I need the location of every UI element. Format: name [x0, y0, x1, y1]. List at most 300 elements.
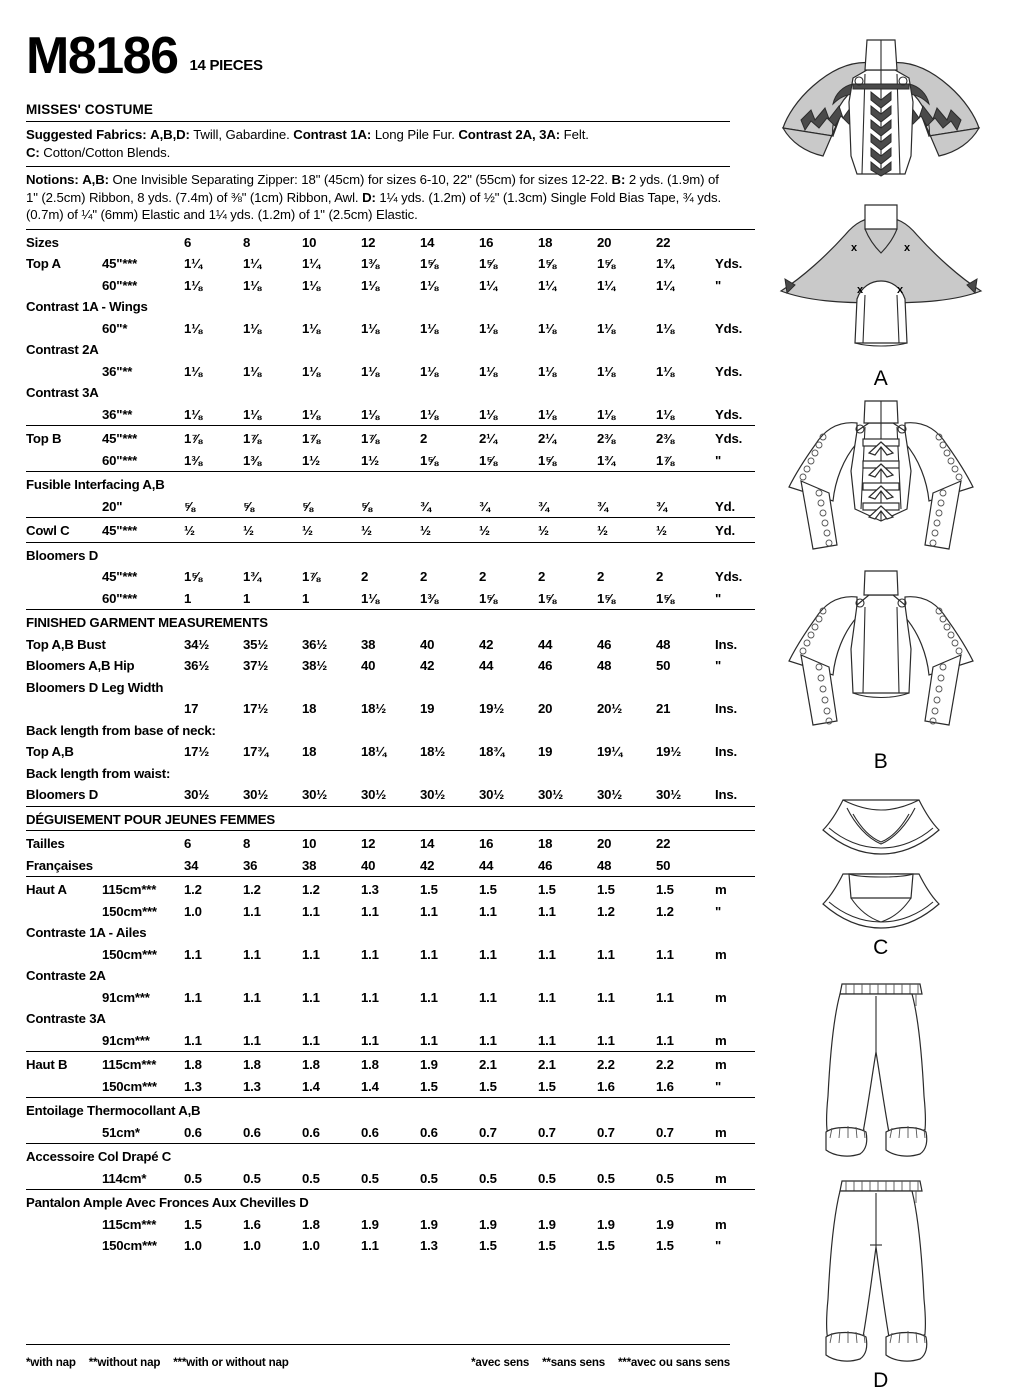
yardage-value: 1.1	[243, 1032, 261, 1048]
yardage-value: 1.1	[302, 903, 320, 919]
measurement-value: 18¾	[479, 744, 505, 759]
size-header-6: 6	[184, 229, 243, 253]
section-label: Contrast 2A	[26, 342, 99, 357]
table-row	[26, 922, 755, 944]
table-row	[26, 677, 755, 699]
yardage-value: 1⅛	[243, 277, 261, 293]
yardage-value: 1.5	[538, 1238, 556, 1253]
yardage-value: ½	[243, 518, 302, 543]
yardage-value: 1⅜	[184, 452, 202, 468]
yardage-value: 1.9	[656, 1216, 674, 1232]
section-label: Contraste 2A	[26, 968, 106, 983]
measurement-value: 30½	[361, 787, 387, 802]
yardage-value: 1⅛	[420, 363, 438, 379]
row-label	[26, 987, 102, 1009]
table-row	[26, 634, 755, 656]
taille-value: 12	[361, 831, 420, 855]
size-header-18: 18	[538, 229, 597, 253]
section-label: Bloomers D	[26, 542, 755, 566]
fabric-width: 20"	[102, 498, 123, 514]
yardage-value: 1⅜	[361, 256, 379, 271]
yardage-value: 1.8	[184, 1052, 243, 1076]
measurement-label: Bloomers A,B Hip	[26, 658, 135, 673]
yardage-value: 1.5	[538, 1078, 556, 1094]
measurement-label: Top A,B	[26, 744, 74, 759]
fabric-width: 115cm***	[102, 877, 184, 901]
unit-label: Yd.	[715, 498, 735, 514]
yardage-value: 1⅝	[597, 256, 615, 271]
unit-label: Ins.	[715, 787, 737, 802]
yardage-value: 1	[302, 590, 310, 606]
footnote-item: *with nap	[26, 1356, 76, 1369]
taille-value: 18	[538, 831, 597, 855]
yardage-value: 1.2	[302, 877, 361, 901]
yardage-value: 1⅛	[361, 590, 379, 606]
table-row	[26, 784, 755, 806]
row-label	[26, 404, 102, 426]
notions-views-ab: A,B:	[82, 172, 109, 187]
yardage-value: 1⅛	[302, 406, 320, 422]
table-row	[26, 1098, 755, 1122]
yardage-value: 1.5	[420, 1078, 438, 1094]
yardage-value: 1.1	[538, 903, 556, 919]
yardage-value: 1⅛	[302, 320, 320, 336]
unit-label: "	[715, 277, 722, 293]
francaise-value: 34	[184, 857, 199, 873]
unit-header	[715, 229, 755, 253]
yardage-value: 1.1	[361, 1032, 379, 1048]
yardage-value: 0.5	[361, 1170, 379, 1186]
yardage-value: 1⅜	[420, 590, 438, 606]
fabric-width: 150cm***	[102, 1078, 157, 1094]
yardage-value: 1.9	[420, 1216, 438, 1232]
table-row	[26, 318, 755, 340]
yardage-value: 1⅞	[243, 426, 302, 450]
measurement-value: 19	[538, 744, 553, 759]
table-row	[26, 1030, 755, 1052]
yardage-value: 1⅛	[361, 363, 379, 379]
unit-label: m	[715, 1052, 755, 1076]
row-label	[26, 566, 102, 588]
yardage-value: ⅝	[243, 498, 254, 514]
unit-header	[715, 855, 755, 877]
table-row	[26, 404, 755, 426]
fabric-width: 45"***	[102, 256, 138, 271]
yardage-value: 0.7	[656, 1124, 674, 1140]
yardage-value: 1⅝	[479, 256, 497, 271]
yardage-value: ⅝	[302, 498, 313, 514]
table-row	[26, 426, 755, 450]
section-label: Back length from base of neck:	[26, 722, 216, 738]
measurement-value: 40	[420, 636, 435, 652]
taille-value: 8	[243, 831, 302, 855]
measurement-value: 30½	[302, 787, 328, 802]
francaise-value: 48	[597, 857, 612, 873]
section-label: Contrast 1A - Wings	[26, 299, 148, 314]
row-label	[26, 1122, 102, 1144]
measurement-label	[26, 698, 184, 720]
taille-value: 22	[656, 831, 715, 855]
measurement-value: 46	[538, 658, 553, 673]
table-row	[26, 1122, 755, 1144]
yardage-value: ¾	[656, 498, 667, 514]
yardage-value: 1⅛	[184, 320, 202, 336]
yardage-value: 1¼	[597, 277, 615, 293]
yardage-value: 1.5	[479, 1078, 497, 1094]
table-row	[26, 542, 755, 566]
table-row	[26, 361, 755, 383]
yardage-value: ½	[597, 518, 656, 543]
notions-view-b: B:	[611, 172, 626, 187]
table-row	[26, 382, 755, 404]
yardage-value: 1⅛	[302, 363, 320, 379]
unit-label: "	[715, 903, 722, 919]
yardage-value: 2	[656, 569, 664, 584]
yardage-value: 1¾	[656, 256, 674, 271]
francaise-value: 38	[302, 857, 317, 873]
table-row	[26, 610, 755, 634]
size-header-20: 20	[597, 229, 656, 253]
illustration-label-c: C	[873, 936, 889, 959]
yardage-value: 2	[361, 569, 369, 584]
measurement-value: 21	[656, 701, 671, 716]
table-row	[26, 296, 755, 318]
yardage-value: 1.5	[184, 1216, 202, 1232]
illustration-label-b: B	[873, 750, 889, 773]
yardage-value: 1¾	[243, 569, 261, 584]
svg-text:x: x	[857, 284, 864, 296]
table-row	[26, 720, 755, 742]
notions-ab-text: One Invisible Separating Zipper: 18" (45cm) for sizes 6-10, 22" (55cm) for sizes 12-22.	[112, 172, 608, 187]
top-a-back-view	[756, 195, 1006, 391]
footnote-item-french: ***avec ou sans sens	[617, 1356, 730, 1369]
francaise-value: 42	[420, 857, 435, 873]
footnote-divider	[26, 1344, 730, 1345]
yardage-value: 1.1	[656, 946, 674, 962]
yardage-value: 1.1	[597, 989, 615, 1005]
row-label	[26, 1076, 102, 1098]
table-row	[26, 229, 755, 253]
measurement-value: 30½	[243, 787, 269, 802]
sizes-header-label: Sizes	[26, 229, 184, 253]
fabric-width: 45"***	[102, 569, 138, 584]
yardage-value: 1⅞	[302, 569, 320, 584]
unit-label: Ins.	[715, 636, 737, 652]
yardage-value: 1.4	[302, 1078, 320, 1094]
size-header-16: 16	[479, 229, 538, 253]
yardage-value: 0.7	[538, 1124, 556, 1140]
unit-label: m	[715, 1170, 727, 1186]
yardage-value: ½	[420, 518, 479, 543]
finished-measurements-heading: FINISHED GARMENT MEASUREMENTS	[26, 610, 755, 634]
fabrics-contrast-2a-3a: Contrast 2A, 3A:	[458, 127, 561, 142]
yardage-value: 1⅝	[538, 452, 556, 468]
yardage-value: 1.6	[656, 1078, 674, 1094]
cowl-c-views	[756, 784, 1006, 960]
yardage-value: 1¾	[597, 452, 615, 468]
section-label: Entoilage Thermocollant A,B	[26, 1098, 755, 1122]
yardage-chart	[26, 229, 755, 1257]
yardage-value: 1½	[361, 452, 379, 468]
yardage-value: 1⅛	[420, 277, 438, 293]
measurement-value: 20½	[597, 701, 623, 716]
fabric-width: 91cm***	[102, 989, 150, 1005]
unit-label: m	[715, 1216, 727, 1232]
yardage-value: ½	[302, 518, 361, 543]
unit-label: Yds.	[715, 406, 743, 422]
table-row	[26, 1168, 755, 1190]
table-row	[26, 450, 755, 472]
yardage-value: 1⅛	[656, 406, 674, 422]
yardage-value: 1⅛	[361, 406, 379, 422]
section-label: Contraste 3A	[26, 1011, 106, 1026]
francaise-value: 36	[243, 857, 258, 873]
pattern-number: M8186	[26, 27, 178, 85]
unit-label: Ins.	[715, 701, 737, 716]
yardage-value: 1	[243, 590, 251, 606]
yardage-value: 1⅝	[597, 590, 615, 606]
unit-label: "	[715, 1078, 722, 1094]
table-row	[26, 339, 755, 361]
yardage-value: 1.9	[420, 1052, 479, 1076]
yardage-value: 1.0	[184, 1238, 202, 1253]
measurement-value: 18½	[361, 701, 387, 716]
table-row	[26, 741, 755, 763]
measurement-value: 20	[538, 701, 553, 716]
yardage-value: 0.6	[420, 1124, 438, 1140]
yardage-value: 1⅝	[420, 452, 438, 468]
yardage-value: 0.5	[420, 1170, 438, 1186]
yardage-value: 1.1	[243, 903, 261, 919]
notions-b-text: 2 yds. (1.9m) of 1" (2.5cm) Ribbon, 8 yds. (7.4m) of ⅜" (1cm) Ribbon, Awl.	[26, 172, 719, 205]
yardage-value: 0.6	[302, 1124, 320, 1140]
yardage-value: 1.1	[302, 1032, 320, 1048]
measurement-value: 17½	[184, 744, 210, 759]
footnote-english	[26, 1356, 302, 1369]
yardage-value: 1⅞	[302, 426, 361, 450]
table-row	[26, 698, 755, 720]
measurement-value: 17½	[243, 701, 269, 716]
row-label	[26, 1235, 102, 1257]
yardage-value: 1.1	[184, 989, 202, 1005]
bloomers-d-front-view	[756, 966, 1006, 1161]
yardage-value: 0.6	[361, 1124, 379, 1140]
yardage-value: 1.1	[184, 1032, 202, 1048]
yardage-value: 1⅛	[597, 406, 615, 422]
fabrics-c-text: Cotton/Cotton Blends.	[43, 144, 171, 160]
fabric-width: 115cm***	[102, 1052, 184, 1076]
row-label	[26, 361, 102, 383]
measurement-value: 46	[597, 636, 612, 652]
yardage-value: 1.2	[184, 877, 243, 901]
row-label: Top A	[26, 256, 61, 271]
row-label	[26, 588, 102, 610]
yardage-value: 1.1	[302, 989, 320, 1005]
yardage-value: 1.8	[243, 1052, 302, 1076]
yardage-value: ¾	[420, 498, 431, 514]
yardage-value: 0.5	[656, 1170, 674, 1186]
table-row	[26, 831, 755, 855]
measurement-value: 30½	[538, 787, 564, 802]
unit-label: "	[715, 658, 722, 673]
yardage-value: 1.3	[243, 1078, 261, 1094]
yardage-value: 1.5	[597, 877, 656, 901]
size-header-8: 8	[243, 229, 302, 253]
measurement-value: 19	[420, 701, 435, 716]
yardage-value: 0.5	[597, 1170, 615, 1186]
yardage-value: 1¼	[656, 277, 674, 293]
yardage-value: 1¼	[538, 277, 556, 293]
unit-label: Yds.	[715, 320, 743, 336]
yardage-value: 2	[420, 426, 479, 450]
yardage-value: 1.4	[361, 1078, 379, 1094]
yardage-value: 1.9	[597, 1216, 615, 1232]
yardage-value: 2⅜	[656, 426, 715, 450]
yardage-value: 0.6	[184, 1124, 202, 1140]
yardage-value: 1.1	[361, 1238, 379, 1253]
yardage-value: 2	[479, 569, 487, 584]
svg-text:x: x	[897, 284, 904, 296]
yardage-value: 1.1	[656, 989, 674, 1005]
piece-count: 14 PIECES	[189, 57, 263, 74]
top-b-front-view	[756, 397, 1006, 565]
yardage-value: 1.2	[656, 903, 674, 919]
measurement-value: 19½	[479, 701, 505, 716]
table-row	[26, 944, 755, 966]
yardage-value: 1¼	[184, 256, 202, 271]
yardage-value: 1⅝	[420, 256, 438, 271]
yardage-value: 1.3	[361, 877, 420, 901]
notions-block	[26, 167, 730, 229]
row-label	[26, 901, 102, 923]
fabric-width: 114cm*	[102, 1170, 147, 1186]
fabrics-views-abd: A,B,D:	[150, 127, 190, 142]
measurement-value: 48	[597, 658, 612, 673]
footnote-item: **without nap	[88, 1356, 161, 1369]
yardage-value: ¾	[538, 498, 549, 514]
notions-view-d: D:	[362, 189, 376, 205]
table-row	[26, 877, 755, 901]
section-label: Bloomers D Leg Width	[26, 679, 164, 695]
fabrics-contrast-1a-text: Long Pile Fur.	[374, 127, 455, 142]
measurement-value: 18	[302, 701, 317, 716]
table-row	[26, 566, 755, 588]
measurement-value: 30½	[656, 787, 682, 802]
table-row	[26, 901, 755, 923]
yardage-value: 1½	[302, 452, 320, 468]
yardage-value: 1.8	[361, 1052, 420, 1076]
yardage-value: 1.0	[184, 903, 202, 919]
notions-label: Notions:	[26, 172, 79, 187]
unit-label: Yds.	[715, 569, 743, 584]
yardage-value: 2.2	[597, 1052, 656, 1076]
unit-label: Yds.	[715, 426, 755, 450]
yardage-value: 0.5	[243, 1170, 261, 1186]
title-row	[26, 24, 730, 85]
yardage-value: 1.5	[479, 1238, 497, 1253]
section-label: Contrast 3A	[26, 385, 99, 400]
table-row	[26, 655, 755, 677]
yardage-value: 1⅛	[479, 406, 497, 422]
footnote-french	[458, 1356, 730, 1369]
svg-text:x: x	[904, 242, 911, 254]
row-label	[26, 450, 102, 472]
fabrics-abd-text: Twill, Gabardine.	[193, 127, 290, 142]
french-heading: DÉGUISEMENT POUR JEUNES FEMMES	[26, 806, 755, 831]
unit-label: Yds.	[715, 363, 743, 379]
yardage-value: 1.6	[243, 1216, 261, 1232]
table-row	[26, 253, 755, 275]
yardage-value: 1.2	[243, 877, 302, 901]
section-label: Back length from waist:	[26, 765, 171, 781]
yardage-value: 1⅛	[597, 320, 615, 336]
francaises-label: Françaises	[26, 857, 93, 873]
table-row	[26, 965, 755, 987]
yardage-value: ½	[538, 518, 597, 543]
taille-value: 6	[184, 831, 243, 855]
measurement-value: 38	[361, 636, 376, 652]
table-row	[26, 1052, 755, 1076]
illustration-column	[756, 24, 1006, 1393]
illustration-label-d: D	[873, 1369, 889, 1392]
table-row	[26, 763, 755, 785]
unit-label: "	[715, 1238, 722, 1253]
yardage-value: 1⅛	[597, 363, 615, 379]
yardage-value: 1⅝	[656, 590, 674, 606]
yardage-value: 2	[538, 569, 546, 584]
yardage-value: 2⅜	[597, 426, 656, 450]
top-b-back-view	[756, 563, 1006, 774]
yardage-value: 0.5	[184, 1170, 202, 1186]
measurement-value: 48	[656, 636, 671, 652]
unit-label: Yd.	[715, 518, 755, 543]
yardage-value: ½	[656, 518, 715, 543]
yardage-value: ½	[184, 518, 243, 543]
measurement-value: 30½	[420, 787, 446, 802]
yardage-value: ¾	[597, 498, 608, 514]
yardage-value: 1.9	[479, 1216, 497, 1232]
footnote-row	[26, 1356, 730, 1369]
row-label: Haut A	[26, 877, 102, 901]
measurement-value: 44	[538, 636, 553, 652]
francaise-value: 50	[656, 857, 671, 873]
yardage-value: 1¼	[243, 256, 261, 271]
yardage-value: 1.5	[479, 877, 538, 901]
yardage-value: 1.1	[361, 903, 379, 919]
table-row	[26, 806, 755, 831]
table-row	[26, 1214, 755, 1236]
yardage-value: 1⅝	[184, 569, 202, 584]
unit-label: Yds.	[715, 256, 743, 271]
yardage-value: 1⅛	[243, 363, 261, 379]
yardage-value: 0.7	[479, 1124, 497, 1140]
bloomers-d-back-view	[756, 1167, 1006, 1393]
yardage-value: 2	[597, 569, 605, 584]
footnote-item-french: *avec sens	[471, 1356, 530, 1369]
fabric-width: 45"***	[102, 426, 184, 450]
yardage-value: 1	[184, 590, 192, 606]
measurement-value: 40	[361, 658, 376, 673]
yardage-value: 1⅛	[184, 406, 202, 422]
table-row	[26, 1144, 755, 1168]
yardage-value: 1⅝	[538, 256, 556, 271]
unit-label: m	[715, 1124, 727, 1140]
fabric-width: 60"***	[102, 277, 138, 293]
measurement-value: 18	[302, 744, 317, 759]
measurement-value: 17¾	[243, 744, 269, 759]
yardage-value: 1⅝	[538, 590, 556, 606]
footnote-item-french: **sans sens	[542, 1356, 605, 1369]
